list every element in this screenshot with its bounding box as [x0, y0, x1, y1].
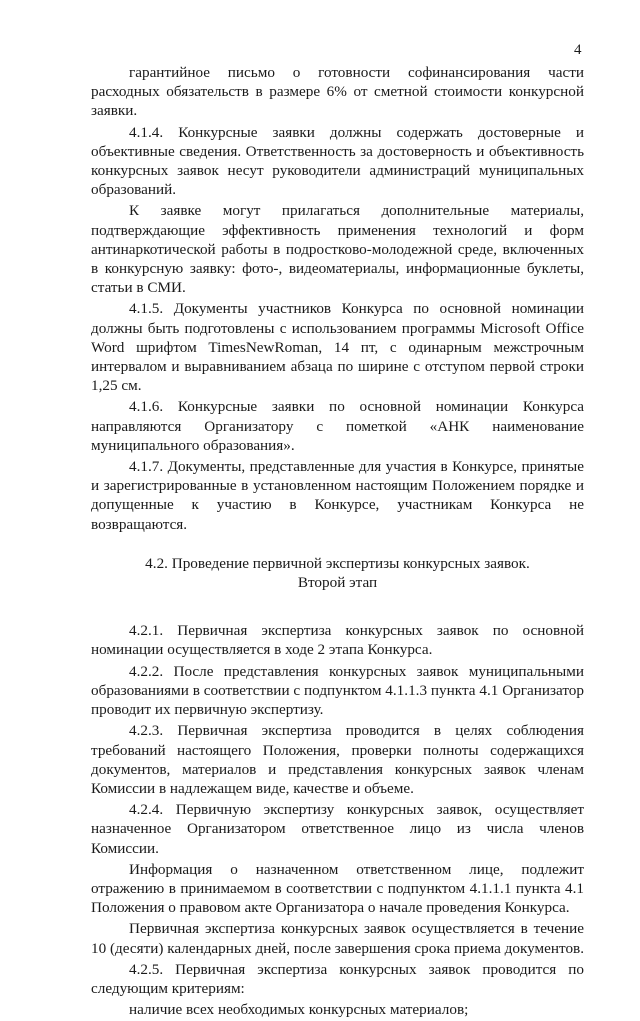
paragraph-4-1-4: 4.1.4. Конкурсные заявки должны содержать достоверные и объективные сведения. Ответственность за достоверность и объективность конкурсных заявок несут руководители администраций муниципальных образований. [91, 123, 584, 199]
paragraph-4-2-4: 4.2.4. Первичную экспертизу конкурсных заявок, осуществляет назначенное Организатором ответственное лицо из числа членов Комиссии. [91, 801, 584, 857]
section-heading-4-2: 4.2. Проведение первичной экспертизы конкурсных заявок. [145, 554, 530, 572]
paragraph-4-2-3: 4.2.3. Первичная экспертиза проводится в целях соблюдения требований настоящего Положения, проверки полноты содержащихся документов, материалов и представления конкурсных заявок членам Комиссии в надлежащем виде, качестве и объеме. [91, 722, 584, 797]
section-subheading-stage: Второй этап [297, 574, 378, 592]
paragraph-4-1-6: 4.1.6. Конкурсные заявки по основной номинации Конкурса направляются Организатору с пометкой «АНК наименование муниципального образования». [91, 398, 584, 454]
page-number: 4 [574, 42, 582, 58]
paragraph-4-2-2: 4.2.2. После представления конкурсных заявок муниципальными образованиями в соответствии с подпунктом 4.1.1.3 пункта 4.1 Организатор проводит их первичную экспертизу. [91, 662, 584, 719]
paragraph-4-2-1: 4.2.1. Первичная экспертиза конкурсных заявок по основной номинации осуществляется в ходе 2 этапа Конкурса. [91, 622, 584, 659]
paragraph-4-2-5: 4.2.5. Первичная экспертиза конкурсных заявок проводится по следующим критериям: [91, 960, 584, 997]
paragraph-4-1-7: 4.1.7. Документы, представленные для участия в Конкурсе, принятые и зарегистрированные в установленном настоящим Положением порядке и допущенные к участию в Конкурсе, участникам Конкурса не возвращаются. [91, 458, 584, 533]
paragraph-responsible-person-info: Информация о назначенном ответственном лице, подлежит отражению в принимаемом в соответствии с подпунктом 4.1.1.1 пункта 4.1 Положения о правовом акте Организатора о начале проведения Конкурса. [91, 860, 584, 917]
document-body [91, 63, 584, 1021]
paragraph-additional-materials: К заявке могут прилагаться дополнительные материалы, подтверждающие эффективность применения технологий и форм антинаркотической работы в подростково-молодежной среде, включенных в конкурсную заявку: фото-, видеоматериалы, информационные буклеты, статьи в СМИ. [91, 202, 584, 297]
paragraph-expertise-duration: Первичная экспертиза конкурсных заявок осуществляется в течение 10 (десяти) календарных дней, после завершения срока приема документов. [91, 920, 585, 957]
paragraph-continuation: гарантийное письмо о готовности софинансирования части расходных обязательств в размере 6% от сметной стоимости конкурсной заявки. [91, 64, 584, 120]
criteria-list-item: наличие всех необходимых конкурсных материалов; [129, 1001, 469, 1019]
paragraph-4-1-5: 4.1.5. Документы участников Конкурса по основной номинации должны быть подготовлены с использованием программы Microsoft Office Word шрифтом TimesNewRoman, 14 пт, с одинарным межстрочным интервалом и выравниванием абзаца по ширине с отступом первой строки 1,25 см. [91, 300, 584, 395]
